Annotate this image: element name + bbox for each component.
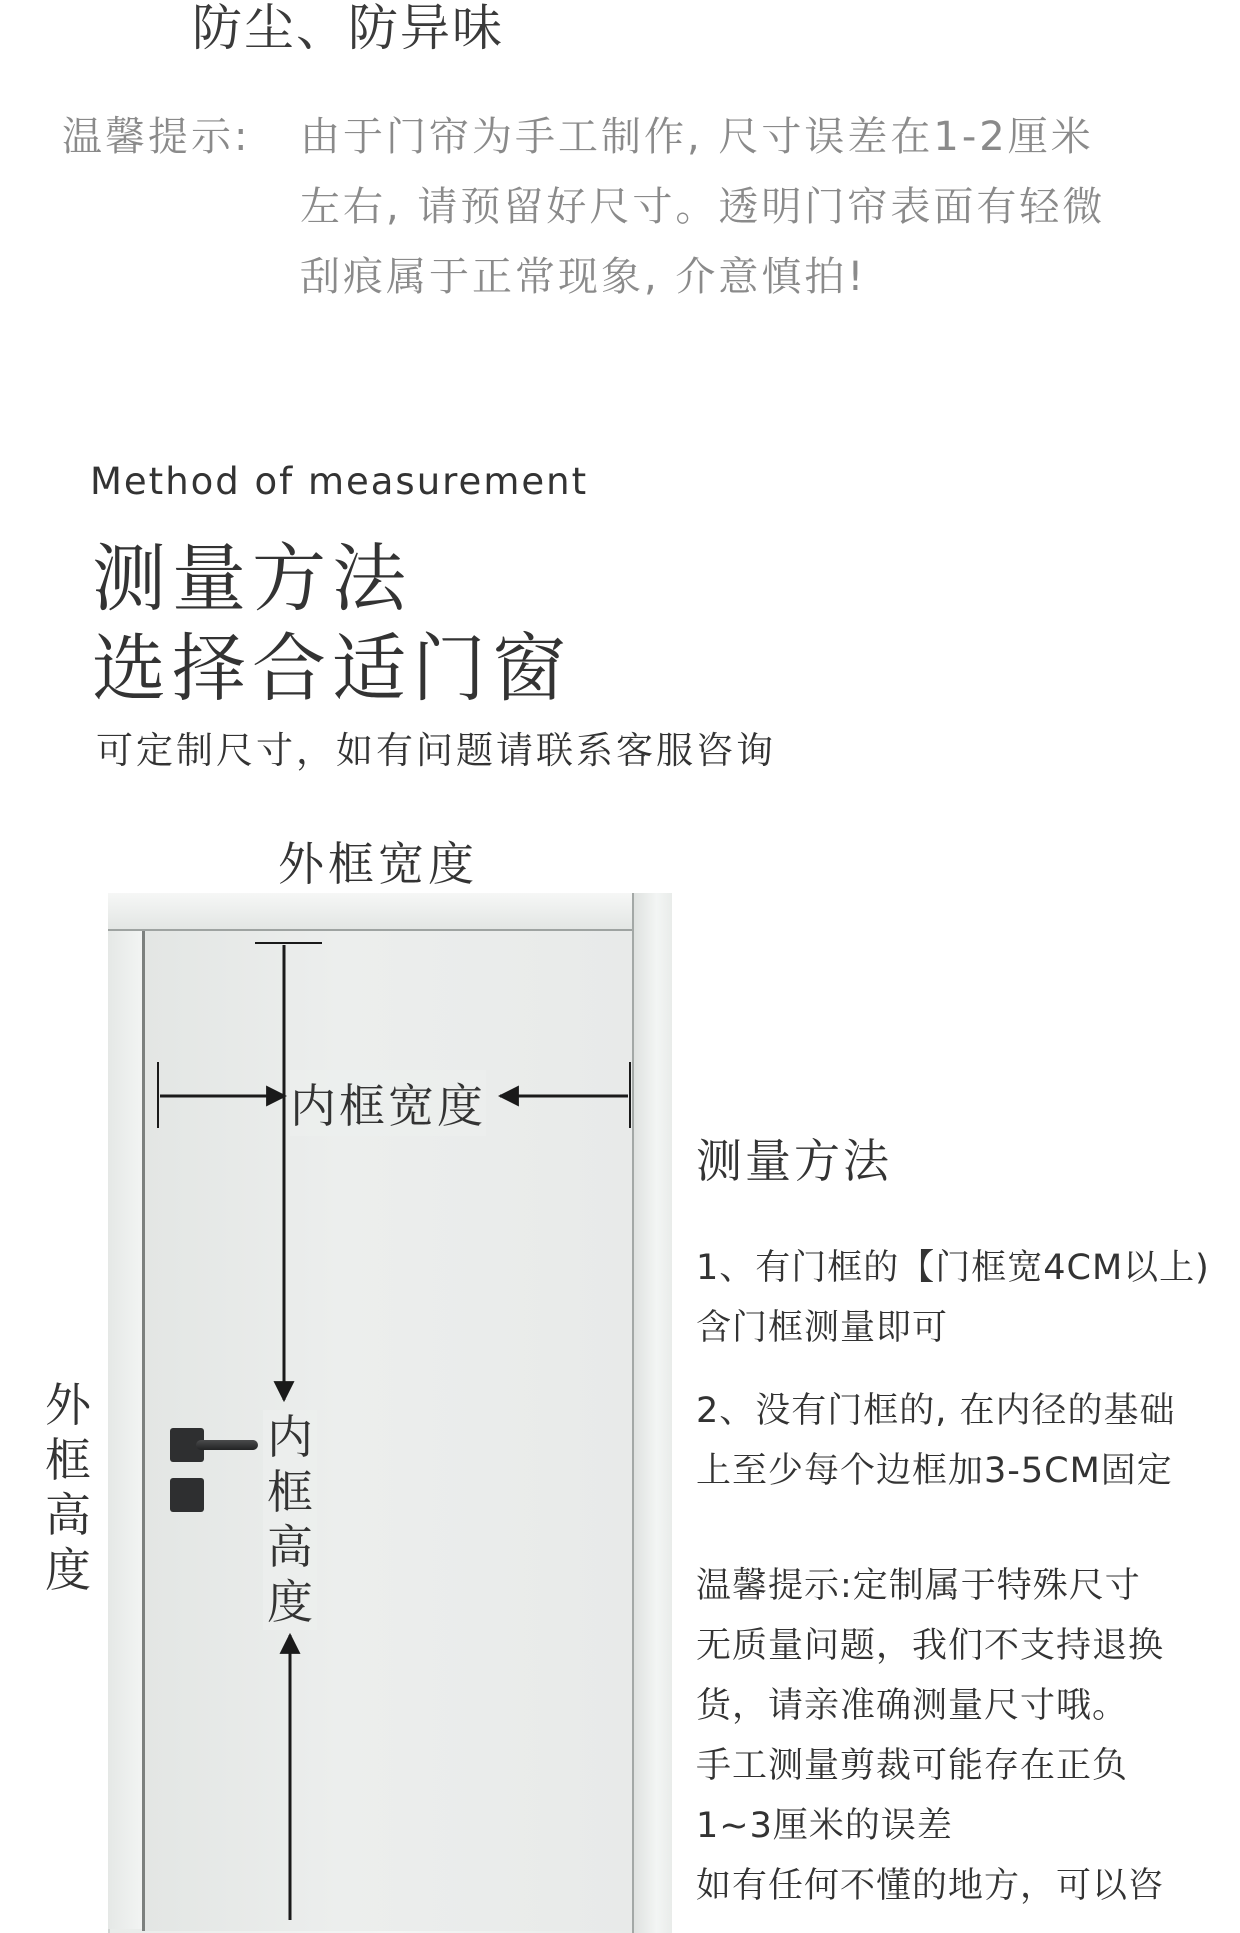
method-title: 测量方法 <box>696 1134 892 1188</box>
section-title: 选择合适门窗 <box>92 626 572 712</box>
instruction-line: 上至少每个边框加3-5CM固定 <box>696 1451 1173 1491</box>
outer-height-label: 外框高度 <box>45 1378 91 1597</box>
warm-tip-line: 如有任何不懂的地方，可以咨 <box>696 1866 1165 1906</box>
custom-size-note: 可定制尺寸，如有问题请联系客服咨询 <box>96 729 776 772</box>
warm-tip-line: 货，请亲准确测量尺寸哦。 <box>696 1686 1129 1726</box>
warm-tip-line: 1~3厘米的误差 <box>696 1806 953 1846</box>
section-title: 测量方法 <box>92 536 412 622</box>
warm-tip-line: 手工测量剪裁可能存在正负 <box>696 1746 1129 1786</box>
instruction-line: 2、没有门框的, 在内径的基础 <box>696 1391 1176 1431</box>
instruction-line: 1、有门框的【门框宽4CM以上) <box>696 1248 1210 1288</box>
warm-tip-line: 无质量问题，我们不支持退换 <box>696 1626 1165 1666</box>
tip-line: 刮痕属于正常现象, 介意慎拍! <box>300 254 867 300</box>
tip-label: 温馨提示: <box>62 114 251 160</box>
feature-title: 防尘、防异味 <box>192 0 504 57</box>
inner-height-label: 内框高度 <box>263 1410 317 1630</box>
warm-tip-line: 温馨提示:定制属于特殊尺寸 <box>696 1566 1141 1606</box>
inner-width-label: 内框宽度 <box>290 1070 486 1136</box>
section-subtitle-en: Method of measurement <box>90 460 589 503</box>
outer-width-label: 外框宽度 <box>278 837 478 891</box>
tip-line: 左右, 请预留好尺寸。透明门帘表面有轻微 <box>300 184 1106 230</box>
tip-line: 由于门帘为手工制作, 尺寸误差在1-2厘米 <box>300 114 1094 160</box>
instruction-line: 含门框测量即可 <box>696 1308 949 1348</box>
